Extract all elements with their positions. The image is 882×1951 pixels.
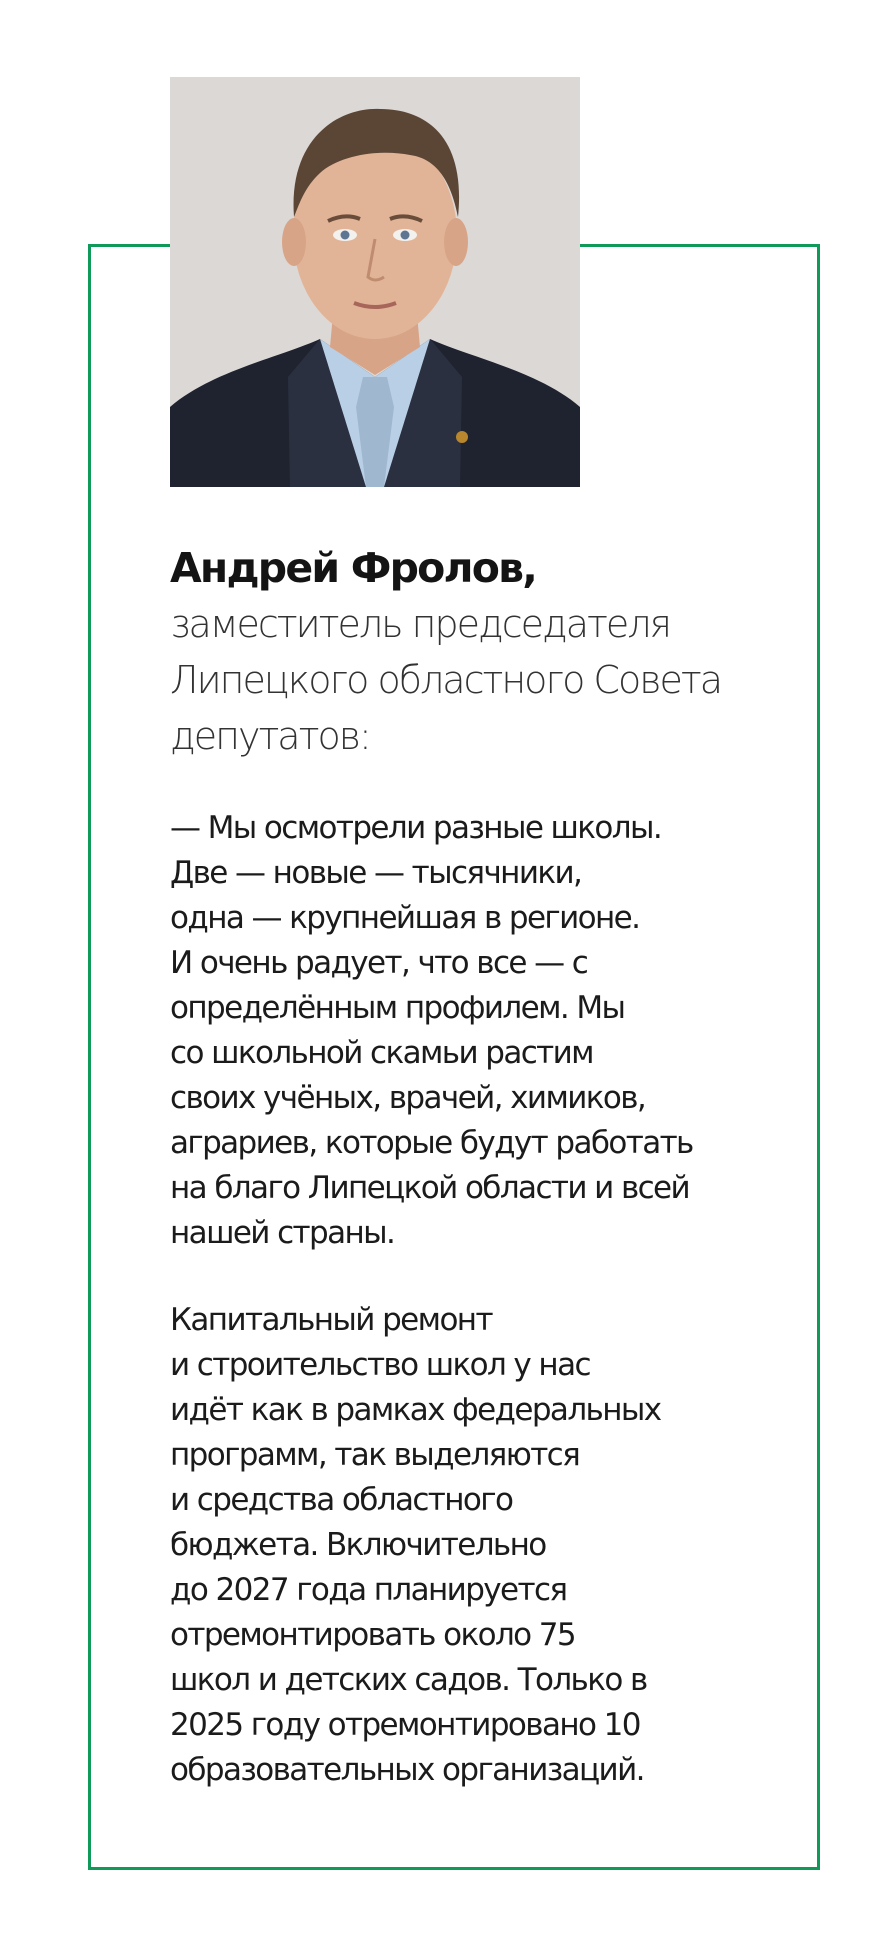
speaker-name: Андрей Фролов, [170, 544, 537, 592]
quote-line: одна — крупнейшая в регионе. [170, 900, 640, 936]
quote-line: Две — новые — тысячники, [170, 855, 582, 891]
quote-paragraph-1 [170, 806, 790, 1256]
quote-line: на благо Липецкой области и всей [170, 1170, 690, 1206]
quote-line: — Мы осмотрели разные школы. [170, 810, 662, 846]
quote-block [170, 540, 790, 1793]
quote-line: до 2027 года планируется [170, 1572, 567, 1608]
speaker-title-line: заместитель председателя [170, 602, 671, 646]
speaker-title-line: депутатов: [170, 714, 370, 758]
speaker-title-line: Липецкого областного Совета [170, 658, 721, 702]
quote-line: и строительство школ у нас [170, 1347, 590, 1383]
quote-paragraph-2 [170, 1298, 790, 1793]
quote-line: и средства областного [170, 1482, 513, 1518]
quote-line: своих учёных, врачей, химиков, [170, 1080, 646, 1116]
quote-line: нашей страны. [170, 1215, 395, 1251]
quote-line: со школьной скамьи растим [170, 1035, 593, 1071]
speaker-portrait [170, 77, 580, 487]
quote-line: И очень радует, что все — с [170, 945, 588, 981]
quote-line: школ и детских садов. Только в [170, 1662, 647, 1698]
quote-line: бюджета. Включительно [170, 1527, 546, 1563]
quote-line: идёт как в рамках федеральных [170, 1392, 661, 1428]
quote-line: Капитальный ремонт [170, 1302, 492, 1338]
quote-line: программ, так выделяются [170, 1437, 580, 1473]
quote-line: аграриев, которые будут работать [170, 1125, 693, 1161]
quote-line: 2025 году отремонтировано 10 [170, 1707, 640, 1743]
quote-line: определённым профилем. Мы [170, 990, 625, 1026]
quote-line: отремонтировать около 75 [170, 1617, 576, 1653]
quote-line: образовательных организаций. [170, 1752, 644, 1788]
